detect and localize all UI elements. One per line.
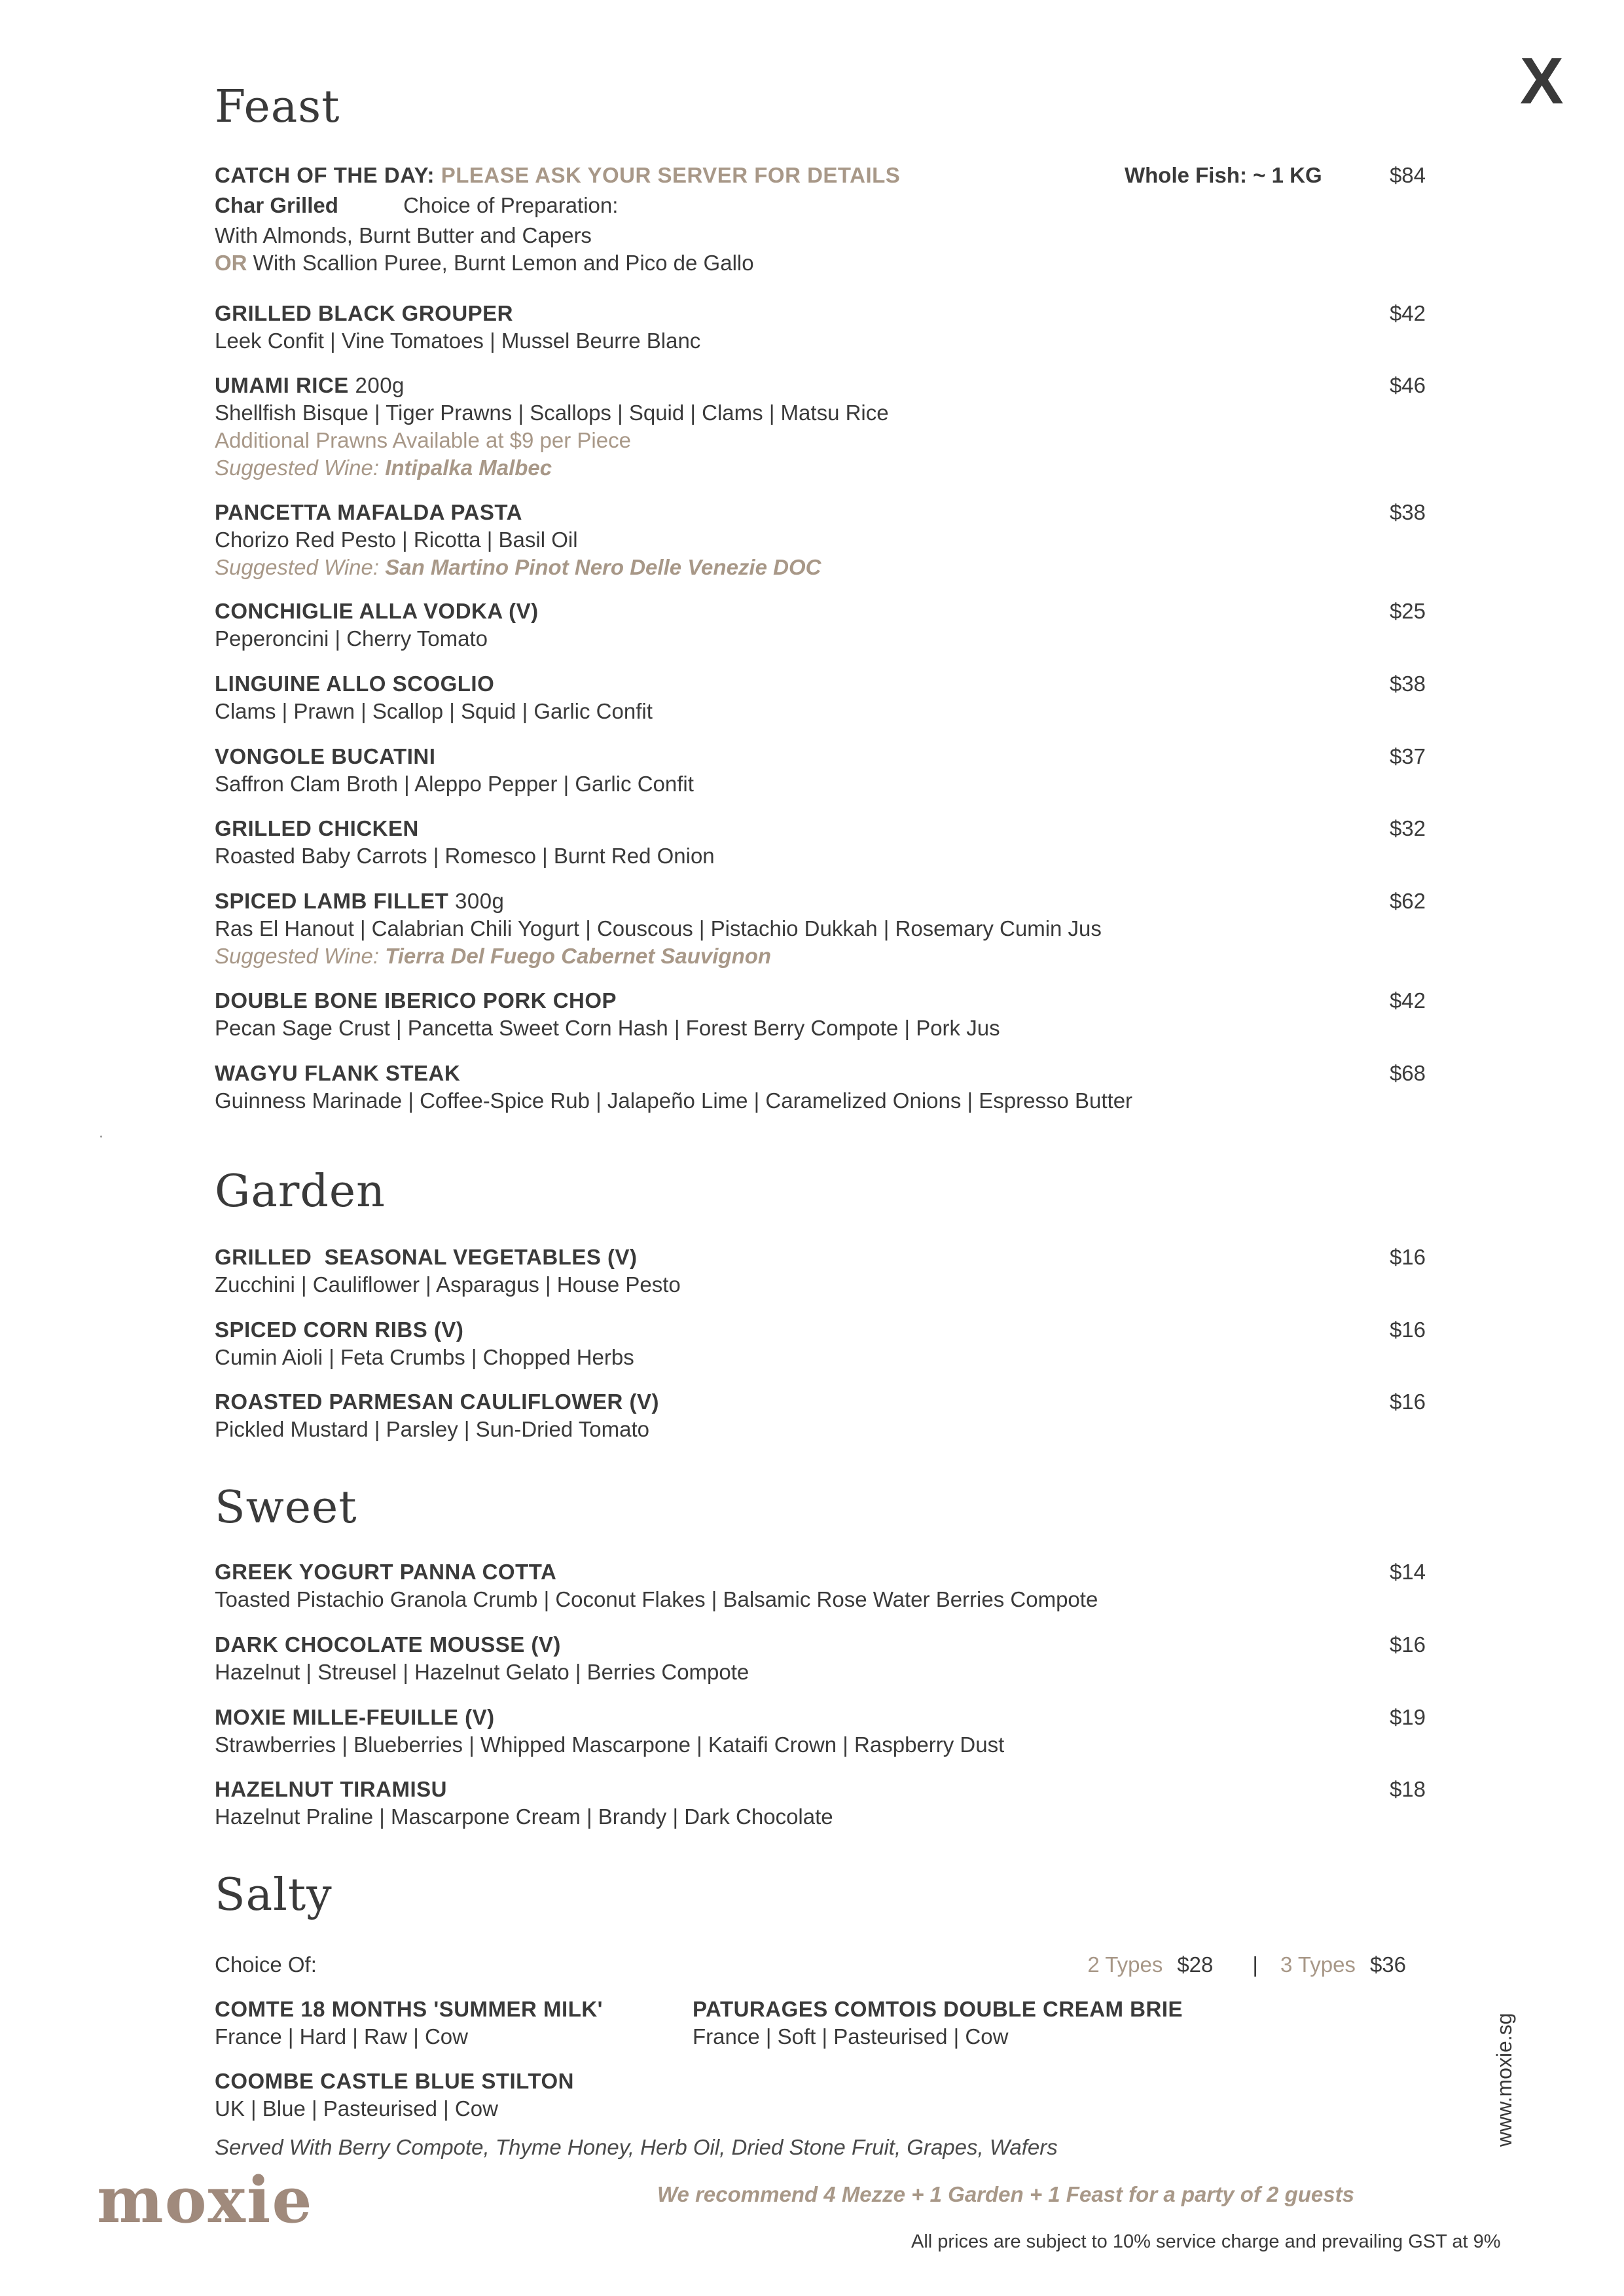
menu-item <box>215 670 1426 725</box>
menu-item <box>215 743 1426 798</box>
item-name: GRILLED SEASONAL VEGETABLES (V) <box>215 1245 638 1269</box>
item-name: SPICED CORN RIBS (V) <box>215 1318 464 1342</box>
wine-label: Suggested Wine: <box>215 555 380 579</box>
option-separator: | <box>1252 1952 1258 1977</box>
item-note: Additional Prawns Available at $9 per Piece <box>215 428 631 452</box>
menu-item <box>215 987 1426 1042</box>
catch-note: PLEASE ASK YOUR SERVER FOR DETAILS <box>441 163 901 187</box>
item-desc: Hazelnut | Streusel | Hazelnut Gelato | Berries Compote <box>215 1660 749 1684</box>
item-desc: Shellfish Bisque | Tiger Prawns | Scallops | Squid | Clams | Matsu Rice <box>215 401 889 425</box>
item-price: $16 <box>1389 1245 1426 1269</box>
menu-item <box>215 300 1426 355</box>
item-name: GREEK YOGURT PANNA COTTA <box>215 1560 557 1584</box>
item-name: DARK CHOCOLATE MOUSSE (V) <box>215 1632 561 1657</box>
item-price: $46 <box>1389 373 1426 397</box>
item-desc: Guinness Marinade | Coffee-Spice Rub | Jalapeño Lime | Caramelized Onions | Espresso Butter <box>215 1088 1133 1113</box>
item-desc: Saffron Clam Broth | Aleppo Pepper | Garlic Confit <box>215 772 694 796</box>
or-word: OR <box>215 251 247 275</box>
catch-size: Whole Fish: ~ 1 KG <box>1125 163 1322 187</box>
section-title-garden: Garden <box>215 1166 386 1217</box>
item-desc: Ras El Hanout | Calabrian Chili Yogurt | Couscous | Pistachio Dukkah | Rosemary Cumin Jus <box>215 916 1102 941</box>
item-price: $62 <box>1389 889 1426 913</box>
section-title-sweet: Sweet <box>215 1482 357 1534</box>
item-price: $14 <box>1389 1560 1426 1584</box>
wine-label: Suggested Wine: <box>215 456 380 480</box>
option-1-label: 2 Types <box>1087 1952 1163 1977</box>
close-icon[interactable]: X <box>1520 45 1564 118</box>
wine-name: San Martino Pinot Nero Delle Venezie DOC <box>385 555 821 579</box>
menu-item <box>215 1244 1426 1299</box>
website-url[interactable]: www.moxie.sg <box>1492 2013 1516 2147</box>
item-price: $32 <box>1389 816 1426 840</box>
item-desc: Clams | Prawn | Scallop | Squid | Garlic Confit <box>215 699 653 723</box>
price-disclaimer: All prices are subject to 10% service charge and prevailing GST at 9% <box>911 2231 1501 2252</box>
item-price: $18 <box>1389 1777 1426 1801</box>
menu-item-catch-of-the-day <box>215 162 1426 277</box>
item-weight: 300g <box>455 889 505 913</box>
item-desc: Strawberries | Blueberries | Whipped Mascarpone | Kataifi Crown | Raspberry Dust <box>215 1732 1005 1757</box>
item-desc: Leek Confit | Vine Tomatoes | Mussel Beurre Blanc <box>215 329 701 353</box>
menu-item <box>215 1704 1426 1759</box>
item-name: WAGYU FLANK STEAK <box>215 1061 461 1085</box>
item-name: GRILLED BLACK GROUPER <box>215 301 513 325</box>
section-title-salty: Salty <box>215 1869 333 1921</box>
item-name: COOMBE CASTLE BLUE STILTON <box>215 2069 574 2093</box>
item-price: $38 <box>1389 500 1426 524</box>
catch-option-2: With Scallion Puree, Burnt Lemon and Pico de Gallo <box>253 251 754 275</box>
item-name: CONCHIGLIE ALLA VODKA (V) <box>215 599 539 623</box>
menu-item <box>215 372 1426 482</box>
option-2-price: $36 <box>1369 1952 1406 1977</box>
item-weight: 200g <box>355 373 405 397</box>
item-price: $84 <box>1389 163 1426 187</box>
item-name: LINGUINE ALLO SCOGLIO <box>215 672 495 696</box>
recommendation-note: We recommend 4 Mezze + 1 Garden + 1 Feast for a party of 2 guests <box>657 2182 1354 2206</box>
item-price: $16 <box>1389 1632 1426 1657</box>
cheese-item <box>693 1996 1183 2051</box>
section-title-feast: Feast <box>215 81 340 133</box>
item-price: $16 <box>1389 1390 1426 1414</box>
choice-label: Choice Of: <box>215 1952 317 1977</box>
item-name: MOXIE MILLE-FEUILLE (V) <box>215 1705 495 1729</box>
item-name: GRILLED CHICKEN <box>215 816 419 840</box>
menu-item <box>215 1631 1426 1686</box>
catch-label: CATCH OF THE DAY: <box>215 163 435 187</box>
menu-item <box>215 598 1426 653</box>
item-name: COMTE 18 MONTHS 'SUMMER MILK' <box>215 1997 604 2021</box>
menu-item <box>215 1558 1426 1613</box>
item-name: ROASTED PARMESAN CAULIFLOWER (V) <box>215 1390 660 1414</box>
item-name: VONGOLE BUCATINI <box>215 744 436 768</box>
catch-prep-label: Choice of Preparation: <box>403 193 619 217</box>
item-name: PANCETTA MAFALDA PASTA <box>215 500 522 524</box>
item-desc: France | Hard | Raw | Cow <box>215 2024 468 2049</box>
item-desc: France | Soft | Pasteurised | Cow <box>693 2024 1009 2049</box>
option-2-label: 3 Types <box>1280 1952 1356 1977</box>
item-price: $38 <box>1389 672 1426 696</box>
item-price: $25 <box>1389 599 1426 623</box>
menu-item <box>215 1388 1426 1443</box>
wine-label: Suggested Wine: <box>215 944 380 968</box>
item-price: $16 <box>1389 1318 1426 1342</box>
item-name: DOUBLE BONE IBERICO PORK CHOP <box>215 988 617 1013</box>
item-name: SPICED LAMB FILLET <box>215 889 449 913</box>
menu-item <box>215 1776 1426 1831</box>
served-with-note: Served With Berry Compote, Thyme Honey, Herb Oil, Dried Stone Fruit, Grapes, Wafers <box>215 2135 1058 2159</box>
item-desc: Cumin Aioli | Feta Crumbs | Chopped Herbs <box>215 1345 634 1369</box>
item-price: $68 <box>1389 1061 1426 1085</box>
item-desc: Peperoncini | Cherry Tomato <box>215 626 488 651</box>
moxie-logo: moxie <box>97 2163 314 2237</box>
cheese-item <box>215 1996 603 2051</box>
item-price: $42 <box>1389 988 1426 1013</box>
option-1-price: $28 <box>1177 1952 1214 1977</box>
item-desc: Pecan Sage Crust | Pancetta Sweet Corn Hash | Forest Berry Compote | Pork Jus <box>215 1016 1000 1040</box>
catch-method: Char Grilled <box>215 193 338 217</box>
menu-item <box>215 815 1426 870</box>
item-name: UMAMI RICE <box>215 373 349 397</box>
catch-option-1: With Almonds, Burnt Butter and Capers <box>215 223 592 247</box>
stray-dot <box>100 1136 102 1138</box>
item-desc: Hazelnut Praline | Mascarpone Cream | Brandy | Dark Chocolate <box>215 1804 833 1829</box>
wine-name: Intipalka Malbec <box>385 456 552 480</box>
item-price: $19 <box>1389 1705 1426 1729</box>
wine-name: Tierra Del Fuego Cabernet Sauvignon <box>385 944 772 968</box>
item-name: PATURAGES COMTOIS DOUBLE CREAM BRIE <box>693 1997 1183 2021</box>
menu-item <box>215 1316 1426 1371</box>
item-desc: Roasted Baby Carrots | Romesco | Burnt Red Onion <box>215 844 715 868</box>
item-desc: Zucchini | Cauliflower | Asparagus | House Pesto <box>215 1272 681 1297</box>
item-desc: Chorizo Red Pesto | Ricotta | Basil Oil <box>215 528 578 552</box>
menu-item <box>215 888 1426 970</box>
item-desc: UK | Blue | Pasteurised | Cow <box>215 2096 498 2121</box>
menu-item <box>215 499 1426 581</box>
item-desc: Pickled Mustard | Parsley | Sun-Dried Tomato <box>215 1417 649 1441</box>
item-price: $37 <box>1389 744 1426 768</box>
item-desc: Toasted Pistachio Granola Crumb | Coconut Flakes | Balsamic Rose Water Berries Compote <box>215 1587 1098 1611</box>
menu-item <box>215 1060 1426 1115</box>
item-price: $42 <box>1389 301 1426 325</box>
salty-choice-row <box>215 1951 1406 1979</box>
cheese-item <box>215 2068 574 2123</box>
item-name: HAZELNUT TIRAMISU <box>215 1777 447 1801</box>
